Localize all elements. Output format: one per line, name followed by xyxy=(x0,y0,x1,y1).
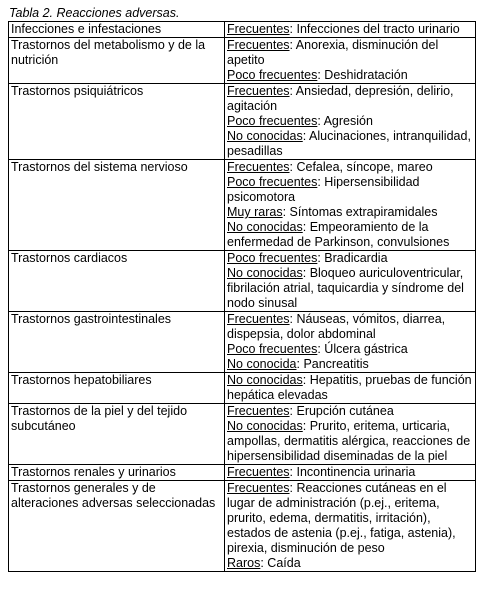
effect-entry xyxy=(227,114,473,129)
effects-cell xyxy=(225,84,476,160)
frequency-label: Frecuentes xyxy=(227,404,290,418)
effects-cell xyxy=(225,465,476,481)
organ-system-cell: Trastornos generales y de alteraciones adversas seleccionadas xyxy=(9,481,225,572)
frequency-label: Poco frecuentes xyxy=(227,342,318,356)
table-caption: Tabla 2. Reacciones adversas. xyxy=(9,6,180,20)
organ-system-cell: Trastornos renales y urinarios xyxy=(9,465,225,481)
effect-description: : Hepatitis, pruebas de función hepática elevadas xyxy=(227,373,472,402)
frequency-label: Frecuentes xyxy=(227,22,290,36)
table-row xyxy=(9,84,476,160)
organ-system-cell: Trastornos hepatobiliares xyxy=(9,373,225,404)
effect-entry xyxy=(227,404,473,419)
effect-entry xyxy=(227,312,473,342)
effect-description: : Bradicardia xyxy=(317,251,388,265)
frequency-label: No conocidas xyxy=(227,373,303,387)
effect-description: : Alucinaciones, intranquilidad, pesadillas xyxy=(227,129,471,158)
effect-entry xyxy=(227,357,473,372)
table-row xyxy=(9,465,476,481)
frequency-label: Frecuentes xyxy=(227,481,290,495)
frequency-label: Frecuentes xyxy=(227,84,290,98)
effects-cell xyxy=(225,481,476,572)
frequency-label: No conocidas xyxy=(227,220,303,234)
effect-description: : Deshidratación xyxy=(317,68,408,82)
adverse-reactions-table xyxy=(8,21,476,572)
effect-entry xyxy=(227,68,473,83)
organ-system-cell: Trastornos de la piel y del tejido subcutáneo xyxy=(9,404,225,465)
effect-entry xyxy=(227,84,473,114)
effects-cell xyxy=(225,160,476,251)
effects-cell xyxy=(225,312,476,373)
effect-entry xyxy=(227,129,473,159)
effects-cell xyxy=(225,373,476,404)
effect-description: : Pancreatitis xyxy=(296,357,369,371)
effect-description: : Incontinencia urinaria xyxy=(289,465,416,479)
frequency-label: Poco frecuentes xyxy=(227,175,318,189)
effect-description: : Síntomas extrapiramidales xyxy=(282,205,438,219)
table-row xyxy=(9,22,476,38)
frequency-label: No conocida xyxy=(227,357,297,371)
effect-description: : Cefalea, síncope, mareo xyxy=(289,160,433,174)
table-row xyxy=(9,251,476,312)
effect-entry xyxy=(227,175,473,205)
organ-system-cell: Infecciones e infestaciones xyxy=(9,22,225,38)
frequency-label: Frecuentes xyxy=(227,38,290,52)
frequency-label: No conocidas xyxy=(227,266,303,280)
effect-description: : Anorexia, disminución del apetito xyxy=(227,38,439,67)
effect-entry xyxy=(227,251,473,266)
effect-entry xyxy=(227,205,473,220)
effect-entry xyxy=(227,160,473,175)
effect-description: : Náuseas, vómitos, diarrea, dispepsia, dolor abdominal xyxy=(227,312,446,341)
effects-cell xyxy=(225,38,476,84)
frequency-label: Frecuentes xyxy=(227,465,290,479)
effect-description: : Agresión xyxy=(317,114,373,128)
effect-description: : Ansiedad, depresión, delirio, agitación xyxy=(227,84,454,113)
effect-description: : Úlcera gástrica xyxy=(317,342,408,356)
effect-entry xyxy=(227,266,473,311)
frequency-label: Raros xyxy=(227,556,261,570)
effect-description: : Infecciones del tracto urinario xyxy=(289,22,460,36)
organ-system-cell: Trastornos del metabolismo y de la nutrición xyxy=(9,38,225,84)
table-row xyxy=(9,160,476,251)
effect-description: : Hipersensibilidad psicomotora xyxy=(227,175,420,204)
table-row xyxy=(9,38,476,84)
effect-description: : Empeoramiento de la enfermedad de Parkinson, convulsiones xyxy=(227,220,450,249)
effect-entry xyxy=(227,373,473,403)
effect-entry xyxy=(227,419,473,464)
table-row xyxy=(9,312,476,373)
frequency-label: No conocidas xyxy=(227,129,303,143)
table-row xyxy=(9,481,476,572)
frequency-label: Muy raras xyxy=(227,205,283,219)
effect-entry xyxy=(227,38,473,68)
effect-entry xyxy=(227,481,473,556)
effect-description: : Reacciones cutáneas en el lugar de administración (p.ej., eritema, prurito, edema, dermatitis, irritación), estados de astenia (p.ej., fatiga, astenia), pirexia, disminución de peso xyxy=(227,481,456,555)
frequency-label: Poco frecuentes xyxy=(227,68,318,82)
table-row xyxy=(9,373,476,404)
effect-description: : Erupción cutánea xyxy=(289,404,394,418)
effect-entry xyxy=(227,22,473,37)
effects-cell xyxy=(225,22,476,38)
effect-description: : Prurito, eritema, urticaria, ampollas, dermatitis alérgica, reacciones de hipersensibilidad diseminadas de la piel xyxy=(227,419,471,463)
frequency-label: No conocidas xyxy=(227,419,303,433)
organ-system-cell: Trastornos psiquiátricos xyxy=(9,84,225,160)
effect-description: : Caída xyxy=(260,556,301,570)
effect-entry xyxy=(227,342,473,357)
effects-cell xyxy=(225,404,476,465)
frequency-label: Poco frecuentes xyxy=(227,251,318,265)
effect-description: : Bloqueo auriculoventricular, fibrilación atrial, taquicardia y síndrome del nodo sinusal xyxy=(227,266,464,310)
organ-system-cell: Trastornos cardiacos xyxy=(9,251,225,312)
frequency-label: Poco frecuentes xyxy=(227,114,318,128)
table-row xyxy=(9,404,476,465)
organ-system-cell: Trastornos gastrointestinales xyxy=(9,312,225,373)
organ-system-cell: Trastornos del sistema nervioso xyxy=(9,160,225,251)
frequency-label: Frecuentes xyxy=(227,312,290,326)
table-body xyxy=(9,22,476,572)
effect-entry xyxy=(227,220,473,250)
effects-cell xyxy=(225,251,476,312)
effect-entry xyxy=(227,465,473,480)
effect-entry xyxy=(227,556,473,571)
frequency-label: Frecuentes xyxy=(227,160,290,174)
